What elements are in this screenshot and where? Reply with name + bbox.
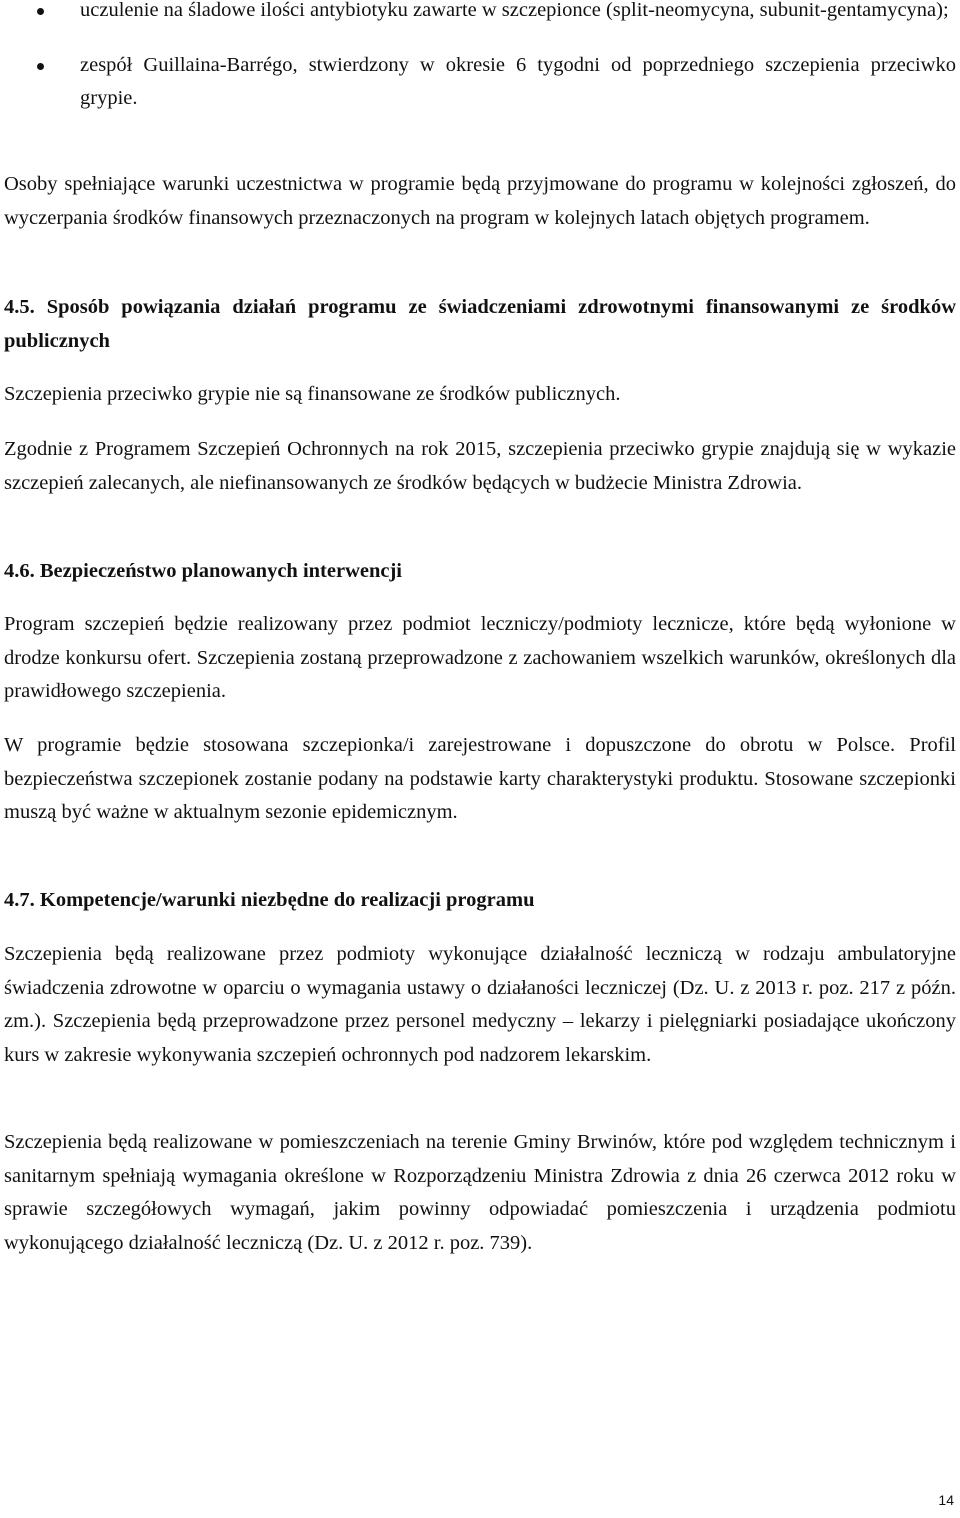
section-heading-4-5: 4.5. Sposób powiązania działań programu ze świadczeniami zdrowotnymi finansowanymi ze środków publicznych [4,296,956,352]
paragraph-funding: Szczepienia przeciwko grypie nie są finansowane ze środków publicznych. [4,383,621,405]
section-heading-4-6: 4.6. Bezpieczeństwo planowanych interwencji [4,560,402,582]
list-item-text: uczulenie na śladowe ilości antybiotyku zawarte w szczepionce (split-neomycyna, subunit-gentamycyna); [80,0,949,21]
bullet-icon [37,8,44,15]
paragraph-providers: Szczepienia będą realizowane przez podmioty wykonujące działalność leczniczą w rodzaju ambulatoryjne świadczenia zdrowotne w oparciu o wymagania ustawy o działaności leczniczej (Dz. U. z 2013 r. poz. 217 z późn. zm.). Szczepienia będą przeprowadzone przez personel medyczny – lekarzy i pielęgniarki posiadające ukończony kurs w zakresie wykonywania szczepień ochronnych pod nadzorem lekarskim. [4,943,956,1066]
list-item [0,0,956,28]
section-heading-4-7: 4.7. Kompetencje/warunki niezbędne do realizacji programu [4,889,535,911]
paragraph-program-realization: Program szczepień będzie realizowany przez podmiot leczniczy/podmioty lecznicze, które będą wyłonione w drodze konkursu ofert. Szczepienia zostaną przeprowadzone z zachowaniem wszelkich warunków, określonych dla prawidłowego szczepienia. [4,613,956,702]
list-item [0,49,956,116]
contraindication-list [0,0,956,137]
bullet-icon [37,63,44,70]
paragraph-vaccine-safety: W programie będzie stosowana szczepionka/i zarejestrowane i dopuszczone do obrotu w Polsce. Profil bezpieczeństwa szczepionek zostanie podany na podstawie karty charakterystyki produktu. Stosowane szczepionki muszą być ważne w aktualnym sezonie epidemicznym. [4,734,956,823]
paragraph-premises: Szczepienia będą realizowane w pomieszczeniach na terenie Gminy Brwinów, które pod względem technicznym i sanitarnym spełniają wymagania określone w Rozporządzeniu Ministra Zdrowia z dnia 26 czerwca 2012 roku w sprawie szczegółowych wymagań, jakim powinny odpowiadać pomieszczenia i urządzenia podmiotu wykonującego działalność leczniczą (Dz. U. z 2012 r. poz. 739). [4,1131,956,1254]
list-item-text: zespół Guillaina-Barrégo, stwierdzony w okresie 6 tygodni od poprzedniego szczepienia przeciwko grypie. [80,53,956,109]
paragraph-vaccination-program: Zgodnie z Programem Szczepień Ochronnych na rok 2015, szczepienia przeciwko grypie znajdują się w wykazie szczepień zalecanych, ale niefinansowanych ze środków będących w budżecie Ministra Zdrowia. [4,438,956,494]
page-number: 14 [938,1492,954,1508]
paragraph-enrollment: Osoby spełniające warunki uczestnictwa w programie będą przyjmowane do programu w kolejności zgłoszeń, do wyczerpania środków finansowych przeznaczonych na program w kolejnych latach objętych programem. [4,173,956,229]
